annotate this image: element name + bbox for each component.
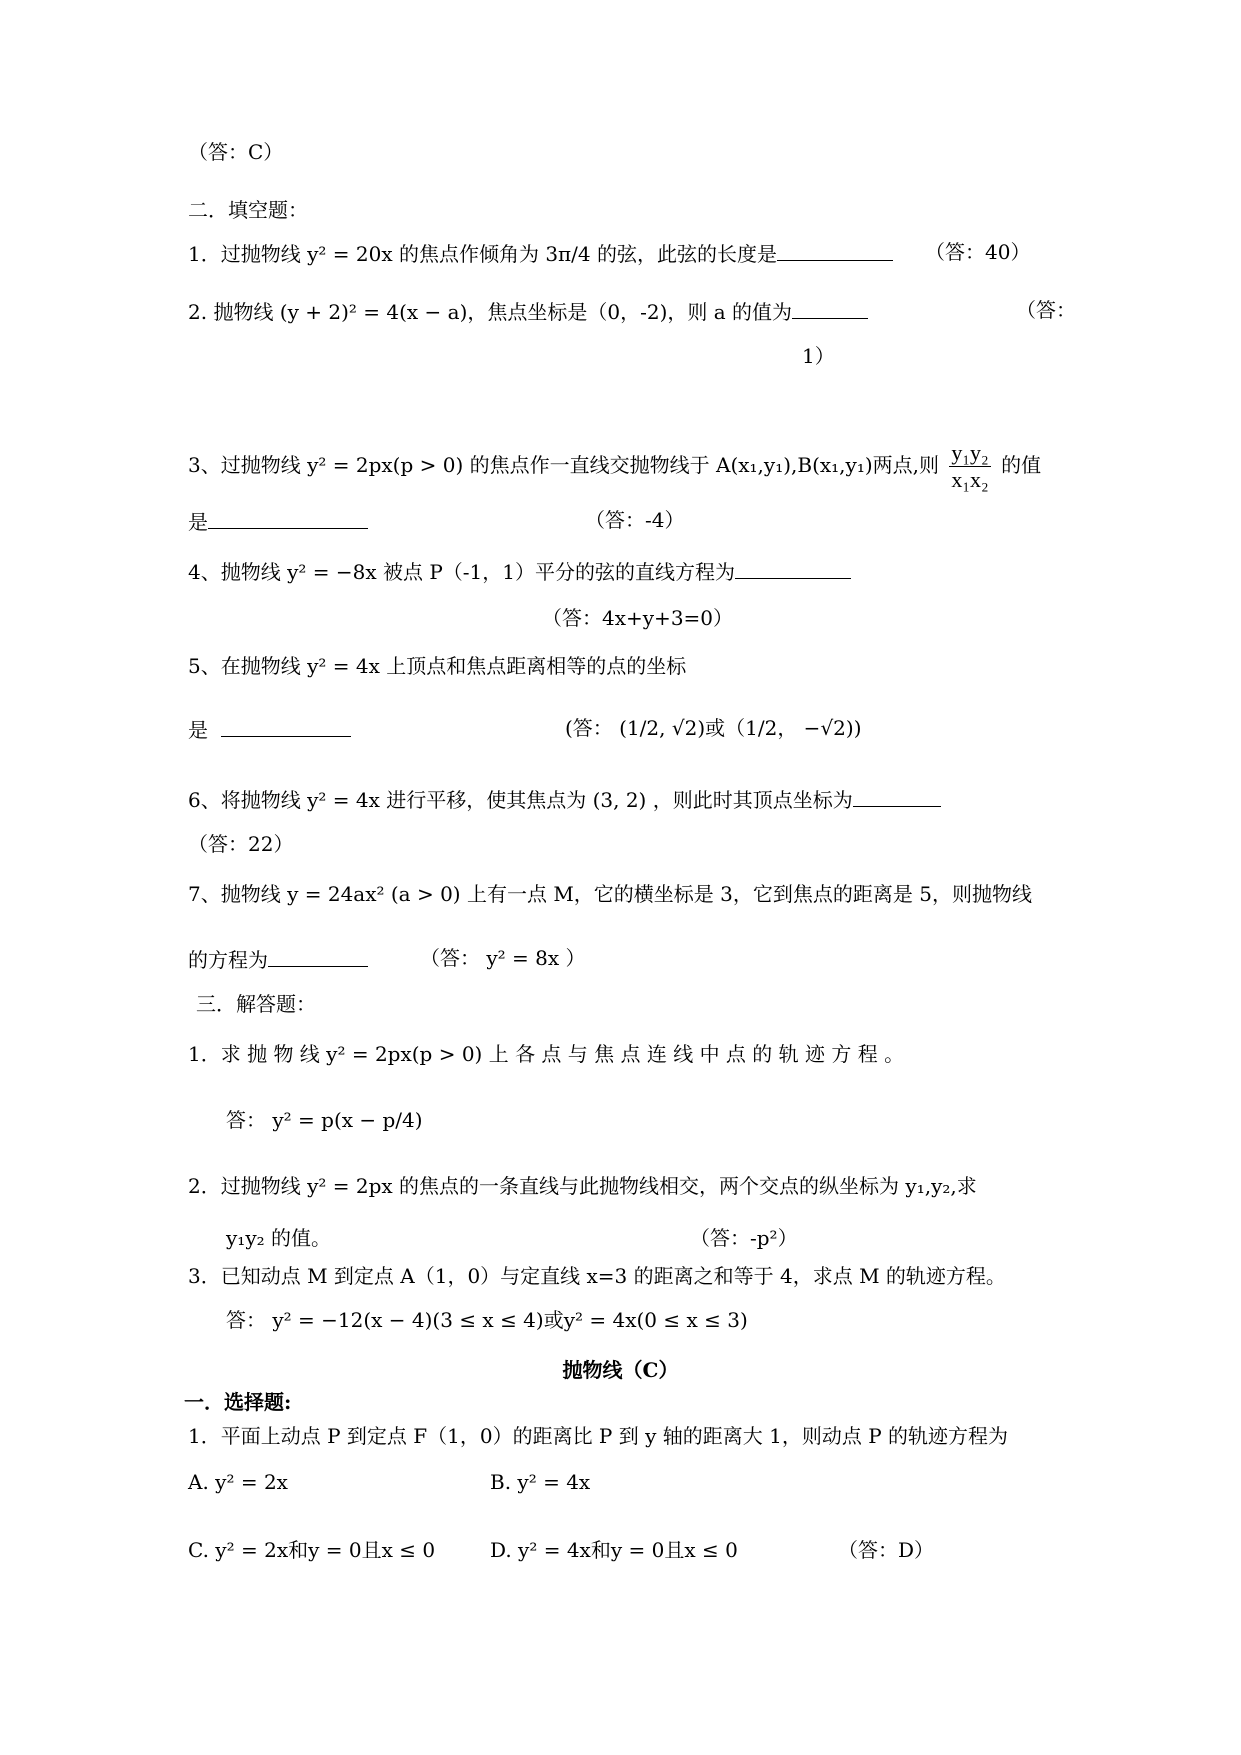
solution-1: 答： y² = p(x − p/4) xyxy=(226,1108,423,1132)
question-4: 4、抛物线 y² = −8x 被点 P（-1，1）平分的弦的直线方程为 xyxy=(188,556,851,586)
answer-prev: （答：C） xyxy=(188,140,284,164)
answer-7: （答： y² = 8x ） xyxy=(420,946,586,970)
question-6: 6、将抛物线 y² = 4x 进行平移，使其焦点为 (3, 2) ，则此时其顶点坐标为 xyxy=(188,784,941,814)
option-c: C. y² = 2x和y = 0且x ≤ 0 xyxy=(188,1538,436,1562)
question-2: 2. 抛物线 (y + 2)² = 4(x − a)，焦点坐标是（0，-2)，则 a 的值为 xyxy=(188,296,868,326)
problem-2: 2．过抛物线 y² = 2px 的焦点的一条直线与此抛物线相交，两个交点的纵坐标为 y₁,y₂,求 xyxy=(188,1174,977,1198)
section-title-parabola-c: 抛物线（C） xyxy=(562,1358,679,1382)
solution-3: 答： y² = −12(x − 4)(3 ≤ x ≤ 4)或y² = 4x(0 ≤ x ≤ 3) xyxy=(226,1308,748,1332)
problem-1: 1．求 抛 物 线 y² = 2px(p > 0) 上 各 点 与 焦 点 连 线 中 点 的 轨 迹 方 程 。 xyxy=(188,1042,905,1066)
answer-6: （答：22） xyxy=(188,832,294,856)
fraction-y1y2-over-x1x2: $\frac{\text{y₁y₂}}{\text{x₁x₂}}$ xyxy=(951,440,989,492)
question-3-cont: 是 xyxy=(188,506,368,536)
answer-2-value: 1） xyxy=(802,344,835,368)
question-3: 3、过抛物线 y² = 2px(p > 0) 的焦点作一直线交抛物线于 A(x₁,y₁),B(x₁,y₁)两点,则 $\frac{\text{y₁y₂}}{\text{x₁x₂}}$ 的值 xyxy=(188,440,1042,492)
question-5: 5、在抛物线 y² = 4x 上顶点和焦点距离相等的点的坐标 xyxy=(188,654,687,678)
section-choice-heading: 一．选择题: xyxy=(184,1390,292,1414)
answer-3: （答：-4） xyxy=(585,508,685,532)
answer-4: （答：4x+y+3=0） xyxy=(542,606,734,630)
answer-problem-2: （答：-p²） xyxy=(690,1226,798,1250)
choice-question-1: 1．平面上动点 P 到定点 F（1，0）的距离比 P 到 y 轴的距离大 1，则动点 P 的轨迹方程为 xyxy=(188,1424,1009,1448)
option-b: B. y² = 4x xyxy=(490,1470,591,1494)
section-solve-heading: 三．解答题： xyxy=(196,992,316,1016)
problem-2-cont: y₁y₂ 的值。 xyxy=(226,1226,331,1250)
question-7-cont: 的方程为 xyxy=(188,944,368,974)
answer-5: (答： (1/2, √2)或（1/2， −√2)) xyxy=(565,716,862,740)
question-1: 1．过抛物线 y² = 20x 的焦点作倾角为 3π/4 的弦，此弦的长度是 xyxy=(188,238,893,268)
answer-choice-1: （答：D） xyxy=(838,1538,935,1562)
section-fill-blank-heading: 二．填空题： xyxy=(188,198,308,222)
question-5-cont: 是 xyxy=(188,714,351,744)
answer-2-prefix: （答： xyxy=(1016,298,1076,322)
option-a: A. y² = 2x xyxy=(188,1470,288,1494)
question-7: 7、抛物线 y = 24ax² (a > 0) 上有一点 M，它的横坐标是 3，它到焦点的距离是 5，则抛物线 xyxy=(188,882,1032,906)
problem-3: 3．已知动点 M 到定点 A（1，0）与定直线 x=3 的距离之和等于 4，求点 M 的轨迹方程。 xyxy=(188,1264,1006,1288)
answer-1: （答：40） xyxy=(925,240,1031,264)
option-d: D. y² = 4x和y = 0且x ≤ 0 xyxy=(490,1538,738,1562)
